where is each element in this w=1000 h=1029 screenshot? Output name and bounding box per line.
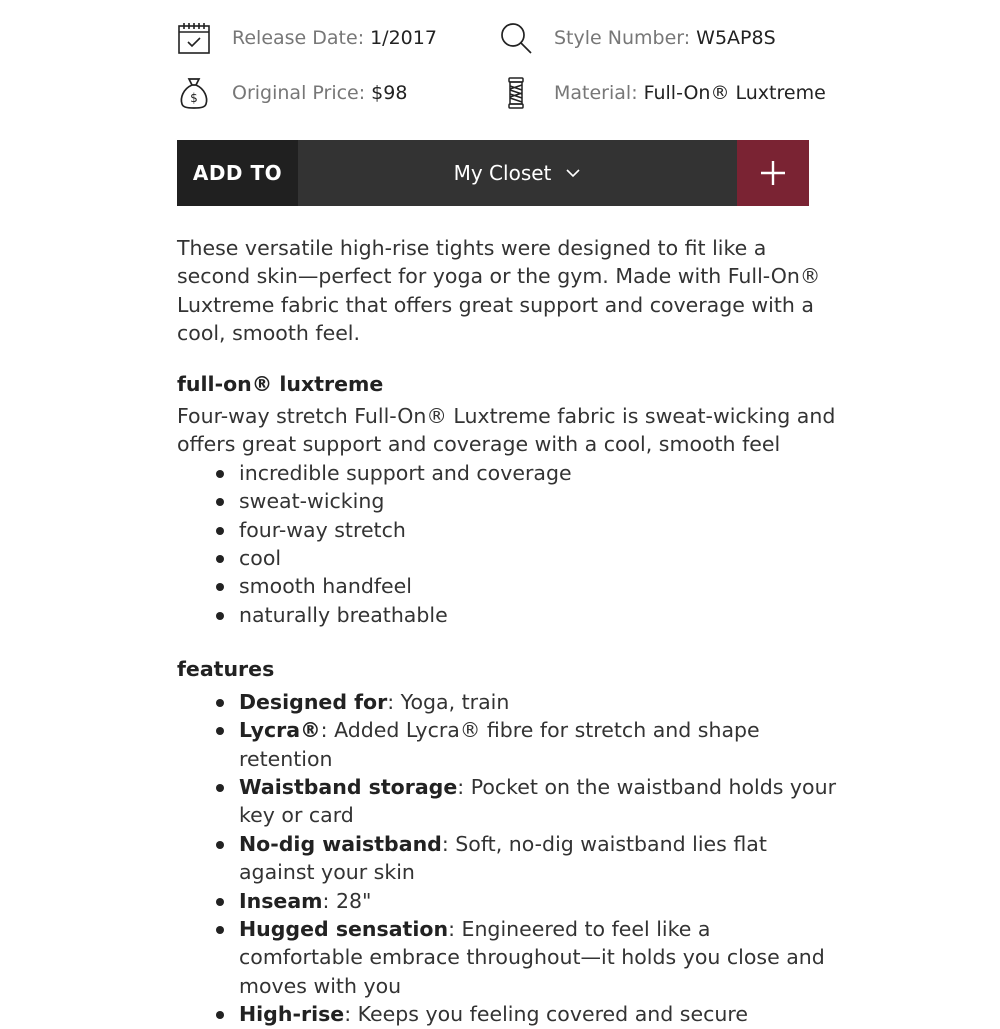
- closet-dropdown[interactable]: [298, 140, 737, 206]
- feature-text: : Pocket on the waistband holds your key or card: [239, 774, 837, 828]
- list-item: sweat-wicking: [239, 487, 837, 515]
- list-item: [239, 773, 837, 830]
- thread-spool-icon: [498, 75, 534, 111]
- calendar-icon: [176, 20, 212, 56]
- list-item: naturally breathable: [239, 601, 837, 629]
- features-list: [177, 688, 837, 1029]
- svg-text:$: $: [190, 91, 198, 105]
- original-price-value: $98: [371, 82, 408, 104]
- material-label: Material:: [554, 82, 638, 104]
- search-icon: [498, 20, 534, 56]
- list-item: [239, 887, 837, 915]
- feature-name: Hugged sensation: [239, 916, 449, 941]
- feature-name: High-rise: [239, 1002, 345, 1027]
- feature-text: : Yoga, train: [387, 689, 510, 714]
- list-item: cool: [239, 544, 837, 572]
- material: [498, 73, 826, 113]
- style-number-value: W5AP8S: [696, 27, 776, 49]
- features-title: features: [177, 657, 275, 682]
- list-item: [239, 830, 837, 887]
- list-item: [239, 1000, 837, 1028]
- list-item: [239, 716, 837, 773]
- add-button[interactable]: [737, 140, 809, 206]
- feature-text: : Keeps you feeling covered and secure: [344, 1002, 748, 1027]
- material-value: Full-On® Luxtreme: [643, 82, 826, 104]
- add-to-closet-bar: [177, 140, 809, 206]
- feature-text: : 28": [322, 888, 372, 913]
- fabric-title: full-on® luxtreme: [177, 371, 384, 396]
- feature-name: Waistband storage: [239, 774, 458, 799]
- product-description-section: [177, 234, 837, 1029]
- plus-icon: [760, 160, 786, 186]
- list-item: smooth handfeel: [239, 572, 837, 600]
- feature-name: No-dig waistband: [239, 831, 442, 856]
- closet-dropdown-label: My Closet: [453, 161, 552, 185]
- style-number-label: Style Number:: [554, 27, 691, 49]
- original-price-label: Original Price:: [232, 82, 366, 104]
- fabric-bullets: [177, 459, 837, 629]
- release-date: [176, 18, 437, 58]
- money-bag-icon: [176, 75, 212, 111]
- feature-name: Lycra®: [239, 718, 321, 743]
- release-date-value: 1/2017: [370, 27, 437, 49]
- list-item: [239, 688, 837, 716]
- feature-name: Designed for: [239, 689, 388, 714]
- fabric-text: Four-way stretch Full-On® Luxtreme fabric is sweat-wicking and offers great support and coverage with a cool, smooth feel: [177, 404, 836, 457]
- list-item: incredible support and coverage: [239, 459, 837, 487]
- style-number: [498, 18, 776, 58]
- list-item: four-way stretch: [239, 516, 837, 544]
- original-price: [176, 73, 407, 113]
- release-date-label: Release Date:: [232, 27, 365, 49]
- feature-text: : Soft, no-dig waistband lies flat against your skin: [239, 831, 767, 885]
- add-to-label: ADD TO: [177, 140, 298, 206]
- list-item: [239, 915, 837, 1000]
- product-meta: [176, 18, 826, 128]
- product-description: These versatile high-rise tights were designed to fit like a second skin—perfect for yoga or the gym. Made with Full-On® Luxtreme fabric that offers great support and coverage with a cool, smooth feel.: [177, 236, 821, 346]
- feature-name: Inseam: [239, 888, 323, 913]
- feature-text: : Engineered to feel like a comfortable embrace throughout—it holds you close and moves with you: [239, 916, 825, 998]
- chevron-down-icon: [565, 165, 581, 181]
- feature-text: : Added Lycra® fibre for stretch and shape retention: [239, 718, 760, 771]
